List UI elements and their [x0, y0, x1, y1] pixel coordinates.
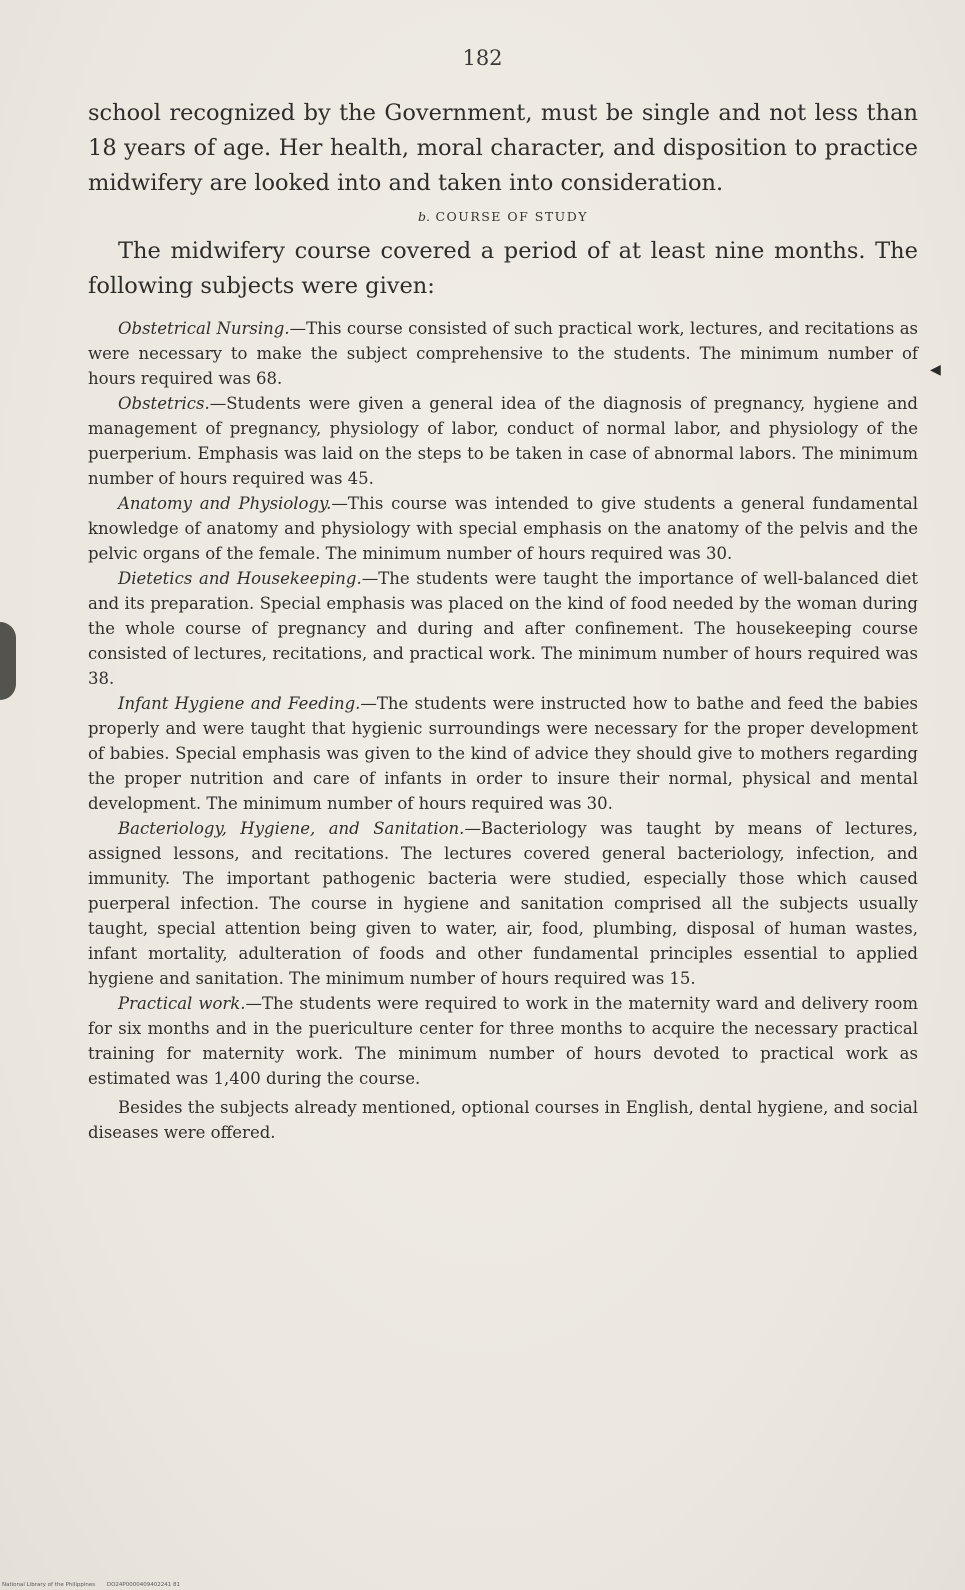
section-heading	[88, 209, 918, 224]
page-edge-shadow	[0, 622, 16, 700]
subject-title: Obstetrical Nursing.	[118, 319, 290, 338]
subject-text: —The students were required to work in the maternity ward and delivery room for six months and in the puericulture center for three months to acquire the necessary practical training for maternity work. The minimum number of hours devoted to practical work as estimated was 1,400 during the course.	[88, 994, 918, 1088]
section-title: COURSE OF STUDY	[435, 209, 588, 224]
subject-text: —Students were given a general idea of the diagnosis of pregnancy, hygiene and management of pregnancy, physiology of labor, conduct of normal labor, and physiology of the puerperium. Emphasis was laid on the steps to be taken in case of abnormal labors. The minimum number of hours required was 45.	[88, 394, 918, 488]
subject-title: Anatomy and Physiology.	[118, 494, 332, 513]
subject-paragraph	[88, 316, 918, 391]
subject-text: —The students were instructed how to bathe and feed the babies properly and were taught that hygienic surroundings were necessary for the proper development of babies. Special emphasis was given to the kind of advice they should give to mothers regarding the proper nutrition and care of infants in order to insure their normal, physical and mental development. The minimum number of hours required was 30.	[88, 694, 919, 813]
footer-library: National Library of the Philippines	[2, 1582, 96, 1588]
footer-code: DO24P0000409402241 81	[106, 1582, 180, 1588]
subject-title: Obstetrics.	[118, 394, 210, 413]
subject-text: —The students were taught the importance of well-balanced diet and its preparation. Special emphasis was placed on the kind of food needed by the woman during the whole course of pregnancy and during and after confinement. The housekeeping course consisted of lectures, recitations, and practical work. The minimum number of hours required was 38.	[88, 569, 918, 688]
subject-title: Bacteriology, Hygiene, and Sanitation.	[118, 819, 465, 838]
subject-paragraph	[88, 991, 918, 1091]
subject-text: —This course was intended to give students a general fundamental knowledge of anatomy and physiology with special emphasis on the anatomy of the pelvis and the pelvic organs of the female. The minimum number of hours required was 30.	[88, 494, 918, 563]
subject-paragraph	[88, 691, 918, 816]
scan-footer	[2, 1582, 180, 1588]
subject-paragraph	[88, 491, 918, 566]
page-number: 182	[462, 46, 503, 70]
subject-title: Dietetics and Housekeeping.	[118, 569, 362, 588]
subject-paragraph	[88, 816, 918, 991]
margin-arrow-icon: ◀	[930, 362, 941, 378]
closing-paragraph: Besides the subjects already mentioned, optional courses in English, dental hygiene, and social diseases were offered.	[88, 1098, 918, 1142]
subject-title: Practical work.	[118, 994, 246, 1013]
subject-title: Infant Hygiene and Feeding.	[118, 694, 361, 713]
subject-paragraph	[88, 391, 918, 491]
subject-paragraph	[88, 566, 918, 691]
intro-paragraph: The midwifery course covered a period of at least nine months. The following subjects were given:	[88, 238, 918, 299]
section-letter: b.	[418, 209, 430, 224]
lead-paragraph: school recognized by the Government, must be single and not less than 18 years of age. Her health, moral character, and disposition to practice midwifery are looked into and taken into consideration.	[88, 100, 918, 196]
subject-text: —This course consisted of such practical work, lectures, and recitations as were necessary to make the subject comprehensive to the students. The minimum number of hours required was 68.	[88, 319, 918, 388]
page-content	[88, 96, 918, 1145]
subject-text: —Bacteriology was taught by means of lectures, assigned lessons, and recitations. The lectures covered general bacteriology, infection, and immunity. The important pathogenic bacteria were studied, especially those which caused puerperal infection. The course in hygiene and sanitation comprised all the subjects usually taught, special attention being given to water, air, food, plumbing, disposal of human wastes, infant mortality, adulteration of foods and other fundamental principles essential to applied hygiene and sanitation. The minimum number of hours required was 15.	[88, 819, 918, 988]
